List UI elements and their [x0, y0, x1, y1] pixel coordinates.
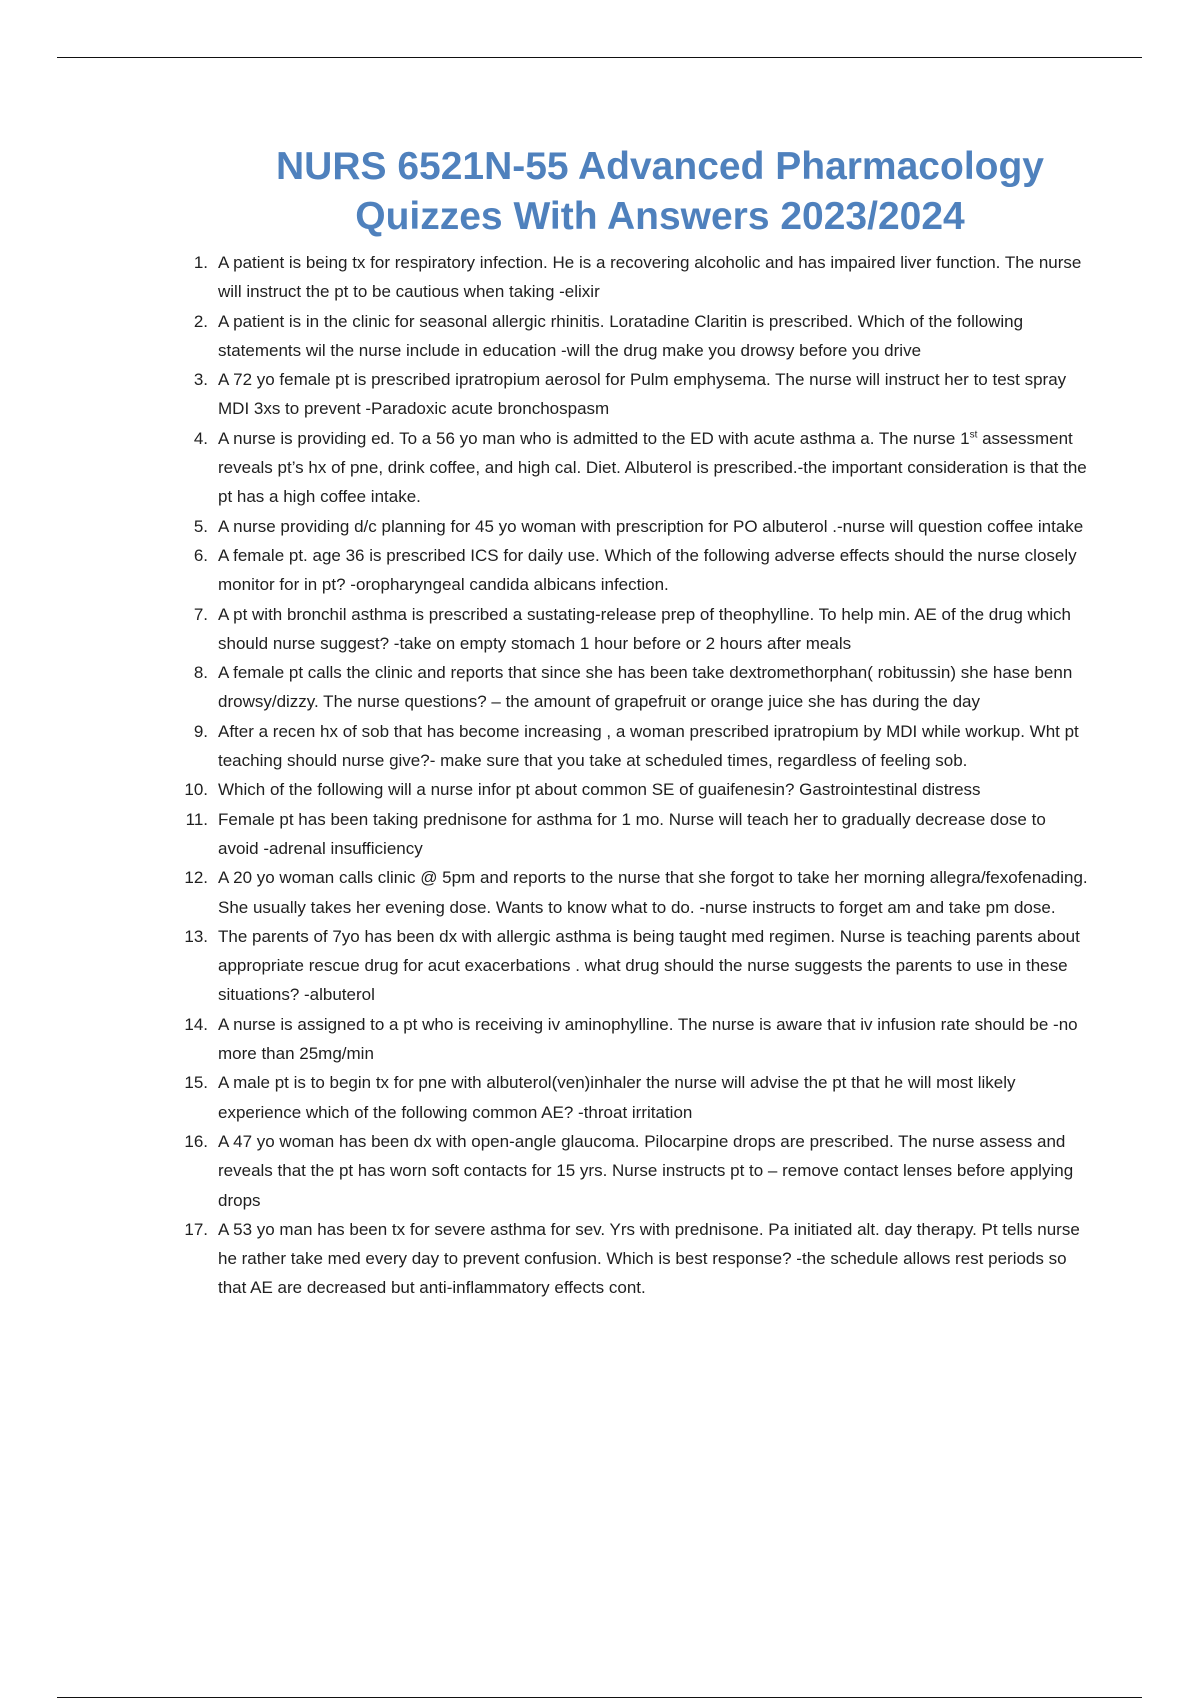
- item-number: 11.: [185, 809, 208, 829]
- item-text: A nurse is assigned to a pt who is receiving iv aminophylline. The nurse is aware that iv infusion rate should be -no more than 25mg/min: [218, 1014, 1078, 1064]
- list-item: [193, 424, 1088, 512]
- title-line-2: Quizzes With Answers 2023/2024: [355, 195, 965, 238]
- item-number: 9.: [193, 721, 208, 741]
- list-item: [184, 1068, 1088, 1127]
- item-text: A female pt. age 36 is prescribed ICS for daily use. Which of the following adverse effects should the nurse closely monitor for in pt? -oropharyngeal candida albicans infection.: [218, 545, 1077, 595]
- item-text: Female pt has been taking prednisone for asthma for 1 mo. Nurse will teach her to gradually decrease dose to avoid -adrenal insufficiency: [218, 809, 1046, 858]
- list-item: [184, 1215, 1088, 1303]
- list-item: [184, 863, 1088, 922]
- list-item: [193, 600, 1088, 659]
- page-top-rule: [57, 57, 1142, 58]
- item-number: 17.: [184, 1219, 208, 1239]
- list-item: [193, 541, 1088, 600]
- item-text: A male pt is to begin tx for pne with albuterol(ven)inhaler the nurse will advise the pt that he will most likely experience which of the following common AE? -throat irritation: [218, 1073, 1016, 1122]
- item-text: A 47 yo woman has been dx with open-angle glaucoma. Pilocarpine drops are prescribed. The nurse assess and reveals that the pt has worn soft contacts for 15 yrs. Nurse instructs pt to – remove contact lenses before applying drops: [218, 1131, 1074, 1210]
- item-number: 10.: [184, 780, 208, 800]
- item-number: 7.: [193, 604, 208, 624]
- item-text: A pt with bronchil asthma is prescribed a sustating-release prep of theophylline. To help min. AE of the drug which should nurse suggest? -take on empty stomach 1 hour before or 2 hours after meals: [218, 604, 1071, 653]
- item-text: A patient is in the clinic for seasonal allergic rhinitis. Loratadine Claritin is prescribed. Which of the following statements wil the nurse include in education -will the drug make you drowsy before you drive: [218, 311, 1024, 360]
- item-number: 2.: [193, 311, 208, 331]
- title-line-1: NURS 6521N-55 Advanced Pharmacology: [275, 145, 1044, 188]
- item-number: 8.: [193, 663, 208, 683]
- item-number: 12.: [184, 868, 208, 888]
- list-item: [193, 658, 1088, 717]
- list-item: [184, 1010, 1088, 1069]
- item-number: 16.: [184, 1131, 208, 1151]
- list-item: [193, 512, 1088, 541]
- list-item: [193, 365, 1088, 424]
- list-item: [185, 805, 1088, 864]
- item-number: 4.: [193, 428, 208, 448]
- list-item: [193, 307, 1088, 366]
- item-number: 1.: [193, 253, 208, 272]
- item-text: A nurse is providing ed. To a 56 yo man who is admitted to the ED with acute asthma a. The nurse 1: [218, 428, 970, 448]
- item-text: A female pt calls the clinic and reports that since she has been take dextromethorphan( robitussin) she hase benn drowsy/dizzy. The nurse questions? – the amount of grapefruit or orange juice she has during the day: [218, 663, 1073, 712]
- item-number: 13.: [184, 926, 208, 946]
- list-item: [193, 248, 1088, 307]
- item-text: A nurse providing d/c planning for 45 yo woman with prescription for PO albuterol .-nurse will question coffee intake: [218, 516, 1084, 536]
- item-text: The parents of 7yo has been dx with allergic asthma is being taught med regimen. Nurse is teaching parents about appropriate rescue drug for acut exacerbations . what drug should the nurse suggests the parents to use in these situations? -albuterol: [218, 926, 1080, 1005]
- item-number: 14.: [184, 1014, 208, 1034]
- item-text: After a recen hx of sob that has become increasing , a woman prescribed ipratropium by MDI while workup. Wht pt teaching should nurse give?- make sure that you take at scheduled times, regardless of feeling sob.: [218, 721, 1079, 771]
- page-title: [0, 142, 1200, 242]
- list-item: [184, 775, 1088, 804]
- item-text: A 72 yo female pt is prescribed ipratropium aerosol for Pulm emphysema. The nurse will instruct her to test spray MDI 3xs to prevent -Paradoxic acute bronchospasm: [218, 370, 1067, 419]
- item-number: 5.: [193, 516, 208, 536]
- item-number: 3.: [193, 370, 208, 390]
- item-text: A 20 yo woman calls clinic @ 5pm and reports to the nurse that she forgot to take her morning allegra/fexofenading. She usually takes her evening dose. Wants to know what to do. -nurse instructs to forget am and take pm dose.: [218, 868, 1088, 917]
- item-text: A 53 yo man has been tx for severe asthma for sev. Yrs with prednisone. Pa initiated alt. day therapy. Pt tells nurse he rather take med every day to prevent confusion. Which is best response? -the schedule allows rest periods so that AE are decreased but anti-inflammatory effects cont.: [218, 1219, 1080, 1298]
- list-item: [184, 1127, 1088, 1215]
- ordinal-superscript: st: [969, 429, 978, 441]
- list-item: [193, 717, 1088, 776]
- item-text: A patient is being tx for respiratory infection. He is a recovering alcoholic and has impaired liver function. The nurse will instruct the pt to be cautious when taking -elixir: [218, 253, 1082, 302]
- item-number: 15.: [184, 1073, 208, 1093]
- item-number: 6.: [193, 545, 208, 565]
- question-list: [184, 248, 1088, 1303]
- list-item: [184, 922, 1088, 1010]
- item-text: assessment reveals pt’s hx of pne, drink coffee, and high cal. Diet. Albuterol is prescribed.-the important consideration is that the pt has a high coffee intake.: [218, 428, 1087, 507]
- page-bottom-rule: [57, 1697, 1142, 1698]
- item-text: Which of the following will a nurse infor pt about common SE of guaifenesin? Gastrointestinal distress: [218, 780, 981, 800]
